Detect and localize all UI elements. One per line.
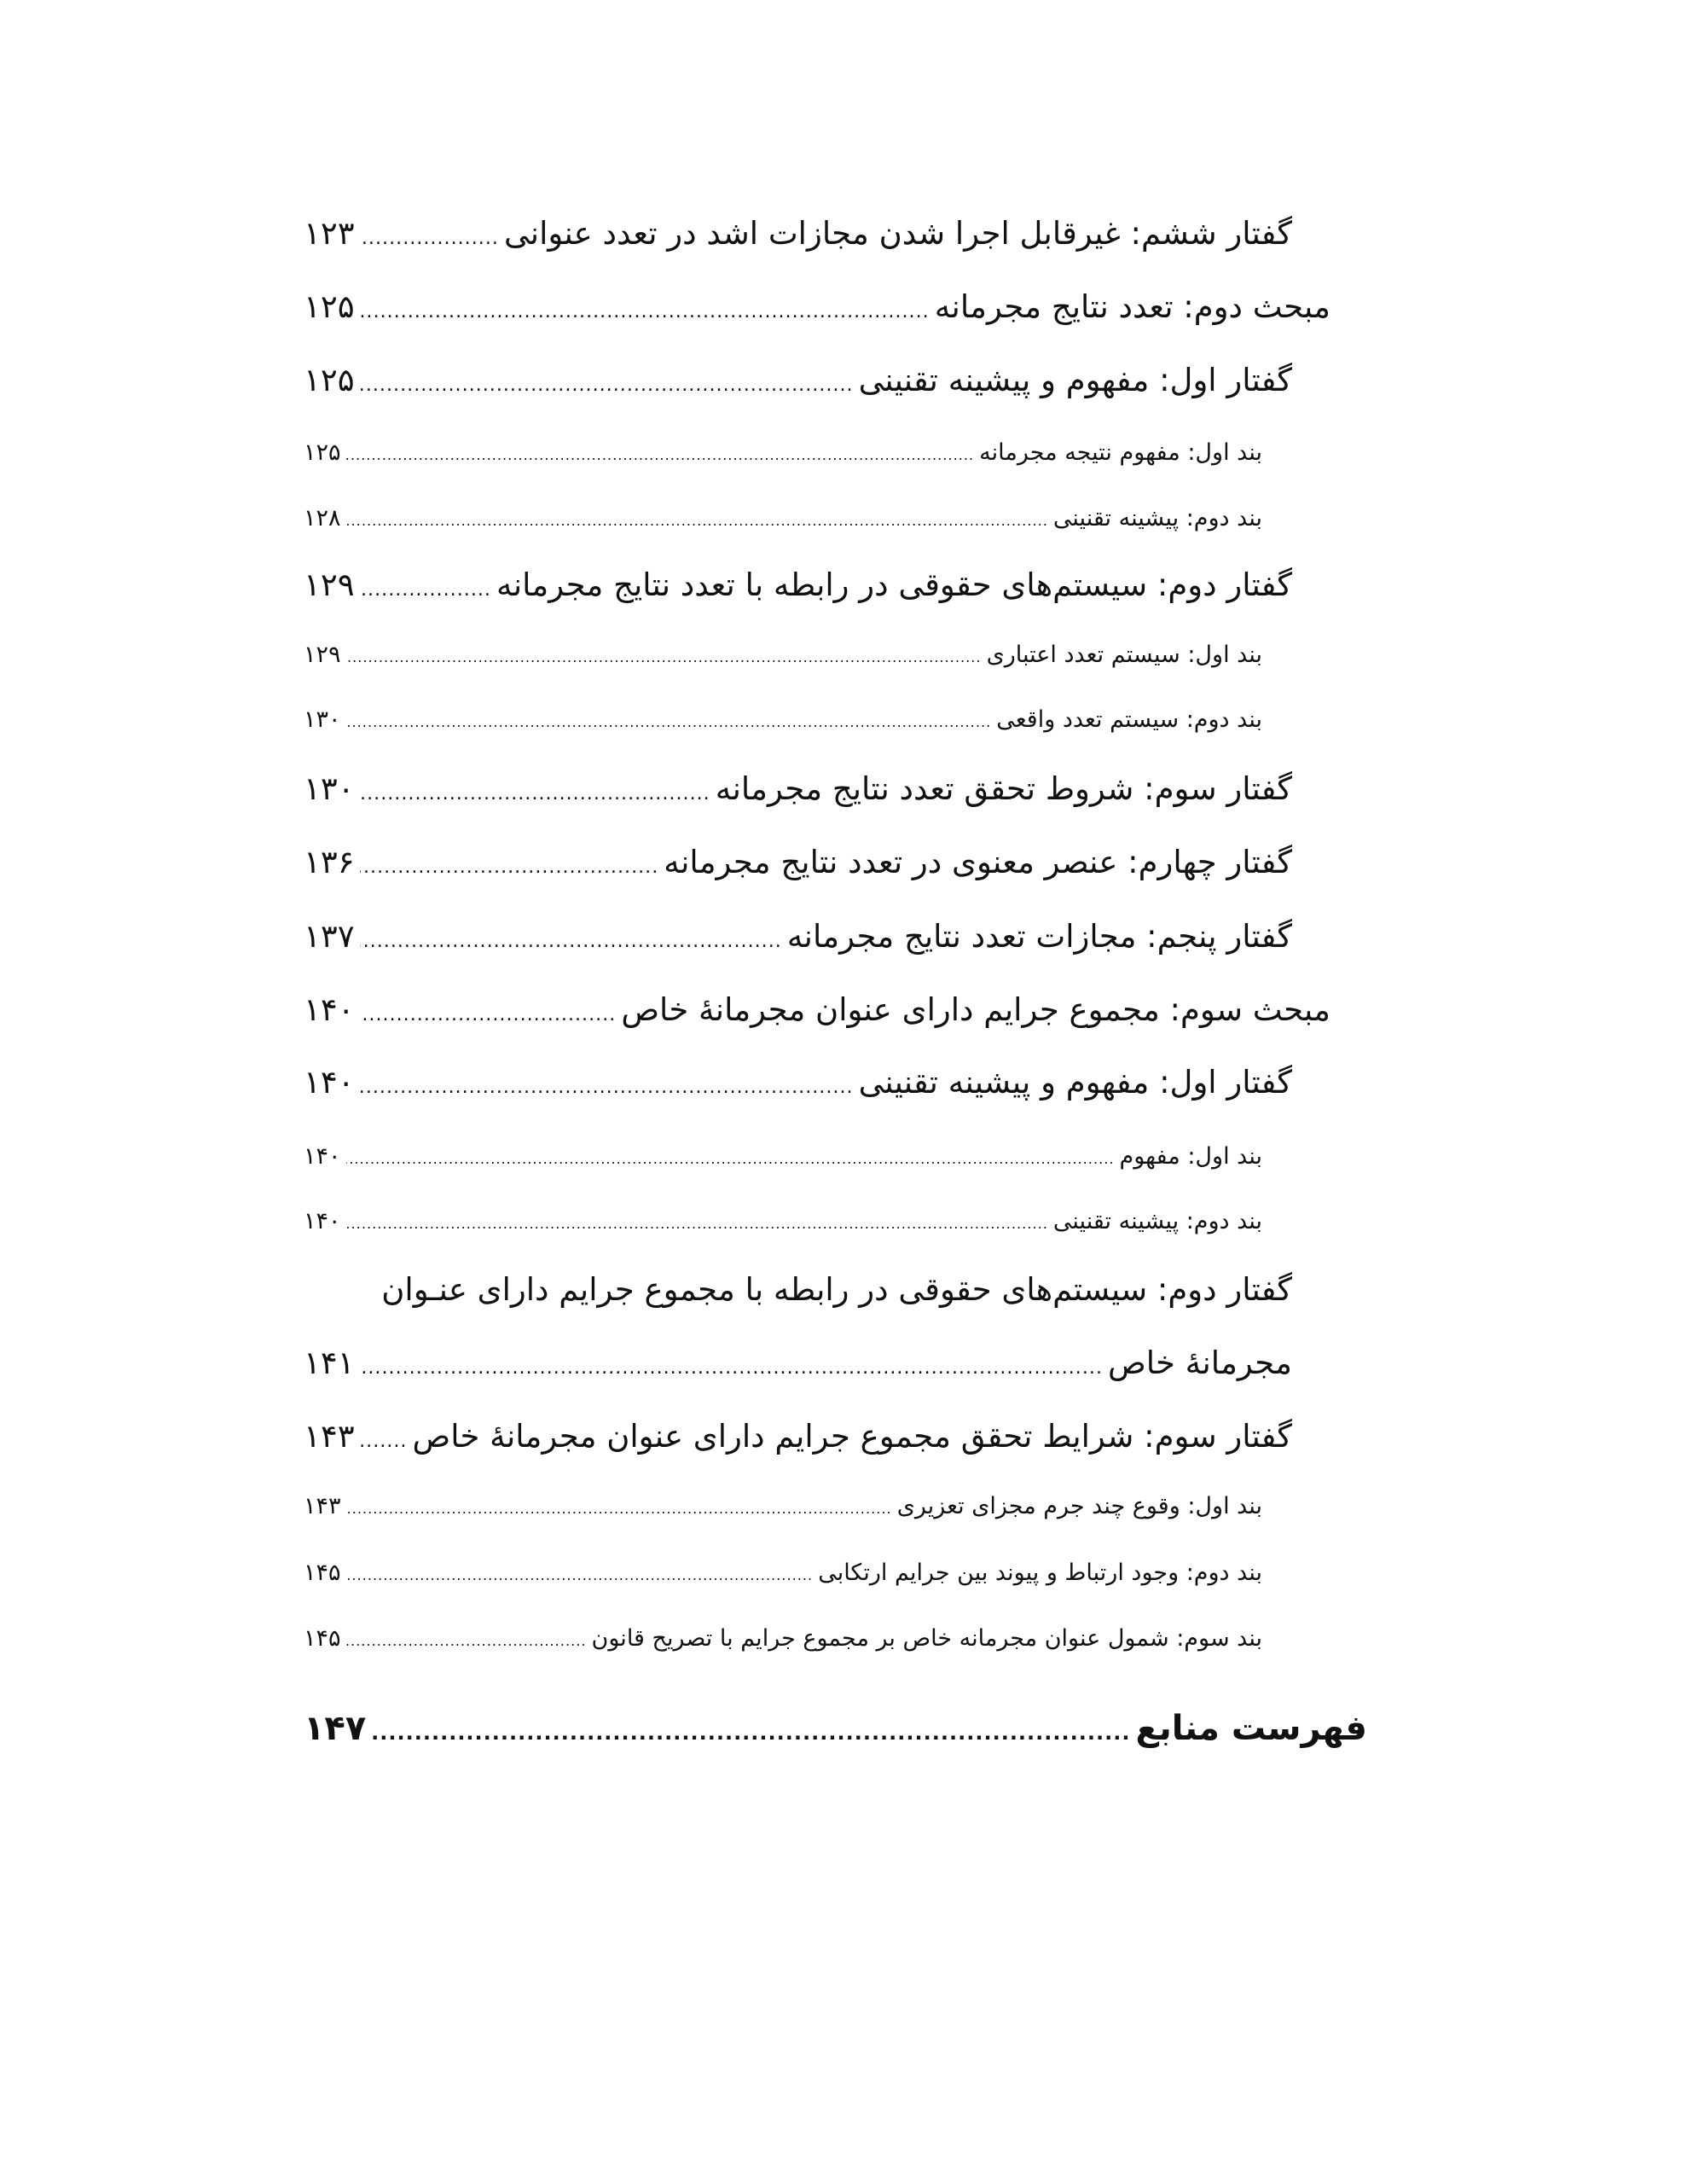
toc-entry-page: ۱۴۰ [304,1064,355,1101]
toc-entry-page: ۱۲۹ [304,566,355,603]
toc-entry-page: ۱۴۳ [304,1493,341,1519]
toc-entry[interactable] [304,1345,1292,1381]
dot-leader [360,302,930,321]
toc-entry-title: بند اول: مفهوم [1119,1143,1262,1170]
toc-entry[interactable] [304,642,1262,668]
toc-entry-page: ۱۴۰ [304,1208,341,1234]
dot-leader [371,1722,1130,1743]
toc-entry-title-line1[interactable]: گفتار دوم: سیستم‌های حقوقی در رابطه با مجموع جرایم دارای عنـوان [381,1271,1292,1308]
toc-entry[interactable] [304,439,1262,466]
toc-entry[interactable] [304,770,1292,807]
toc-entry-title: گفتار پنجم: مجازات تعدد نتایج مجرمانه [786,918,1292,955]
dot-leader [360,375,854,394]
toc-entry-page: ۱۴۷ [304,1709,367,1748]
dot-leader [360,580,491,599]
toc-entry-page: ۱۳۰ [304,770,355,807]
toc-entry-title: بند اول: وقوع چند جرم مجزای تعزیری [896,1493,1262,1519]
toc-entry-page: ۱۴۳ [304,1418,355,1455]
toc-entry-title: گفتار ششم: غیرقابل اجرا شدن مجازات اشد در تعدد عنوانی [503,215,1292,252]
toc-entry[interactable] [304,505,1262,531]
toc-entry-page: ۱۲۹ [304,642,341,668]
toc-entry[interactable] [304,288,1330,325]
toc-entry-title: بند اول: مفهوم نتیجه مجرمانه [979,439,1262,466]
toc-entry-title: مبحث دوم: تعدد نتایج مجرمانه [934,288,1330,325]
dot-leader [346,1217,1048,1231]
toc-entry-page: ۱۴۱ [304,1345,355,1381]
dot-leader [360,229,499,247]
toc-entry[interactable] [304,918,1292,955]
dot-leader [360,784,710,803]
toc-entry[interactable] [304,362,1292,398]
toc-entry[interactable] [304,215,1292,252]
toc-entry-title: مبحث سوم: مجموع جرایم دارای عنوان مجرمانۀ خاص [621,991,1330,1028]
toc-entry[interactable] [304,1493,1262,1519]
dot-leader [360,1005,617,1024]
toc-entry-page: ۱۳۶ [304,844,355,880]
toc-entry-title: بند دوم: پیشینه تقنینی [1052,505,1262,531]
toc-entry[interactable] [304,566,1292,603]
toc-entry-page: ۱۴۵ [304,1560,341,1586]
toc-entry[interactable] [304,844,1292,880]
dot-leader [346,716,992,729]
toc-entry-page: ۱۴۰ [304,1143,341,1170]
toc-entry[interactable] [304,706,1262,733]
toc-entry-page: ۱۲۸ [304,505,341,531]
toc-entry-references[interactable] [304,1709,1367,1748]
toc-entry-page: ۱۳۰ [304,706,341,733]
toc-entry[interactable] [304,1208,1262,1234]
toc-entry-title: گفتار سوم: شروط تحقق تعدد نتایج مجرمانه [715,770,1292,807]
toc-entry-page: ۱۴۰ [304,991,355,1028]
toc-entry-page: ۱۲۵ [304,288,355,325]
toc-entry-title: مجرمانۀ خاص [1108,1345,1292,1381]
toc-entry[interactable] [304,1143,1262,1170]
toc-entry-title: گفتار سوم: شرایط تحقق مجموع جرایم دارای عنوان مجرمانۀ خاص [412,1418,1292,1455]
toc-entry-title: فهرست منابع [1135,1709,1367,1748]
toc-entry-title: بند اول: سیستم تعدد اعتباری [986,642,1262,668]
toc-entry-title: بند سوم: شمول عنوان مجرمانه خاص بر مجموع جرایم با تصریح قانون [591,1625,1262,1652]
toc-entry[interactable] [304,1625,1262,1652]
toc-entry-title: گفتار اول: مفهوم و پیشینه تقنینی [858,362,1292,398]
dot-leader [346,1635,587,1648]
toc-entry-title: گفتار دوم: سیستم‌های حقوقی در رابطه با تعدد نتایج مجرمانه [496,566,1292,603]
dot-leader [360,1077,854,1096]
toc-entry-page: ۱۲۳ [304,215,355,252]
dot-leader [346,449,975,462]
dot-leader [346,1502,892,1516]
toc-entry-title: گفتار چهارم: عنصر معنوی در تعدد نتایج مجرمانه [664,844,1292,880]
toc-entry[interactable] [304,991,1330,1028]
dot-leader [360,932,782,950]
toc-entry-title: بند دوم: سیستم تعدد واقعی [996,706,1262,733]
dot-leader [346,1153,1115,1166]
dot-leader [360,1358,1103,1377]
toc-entry[interactable] [304,1418,1292,1455]
toc-entry-page: ۱۳۷ [304,918,355,955]
toc-entry[interactable] [304,1560,1262,1586]
toc-entry-page: ۱۲۵ [304,362,355,398]
dot-leader [360,857,659,876]
toc-entry-title: گفتار اول: مفهوم و پیشینه تقنینی [858,1064,1292,1101]
toc-entry[interactable] [304,1064,1292,1101]
dot-leader [346,1569,814,1583]
toc-entry-title: بند دوم: وجود ارتباط و پیوند بین جرایم ارتکابی [818,1560,1262,1586]
toc-entry-page: ۱۲۵ [304,439,341,466]
toc-entry-title: بند دوم: پیشینه تقنینی [1052,1208,1262,1234]
dot-leader [360,1432,408,1450]
dot-leader [346,651,982,665]
dot-leader [346,514,1048,528]
toc-entry-page: ۱۴۵ [304,1625,341,1652]
